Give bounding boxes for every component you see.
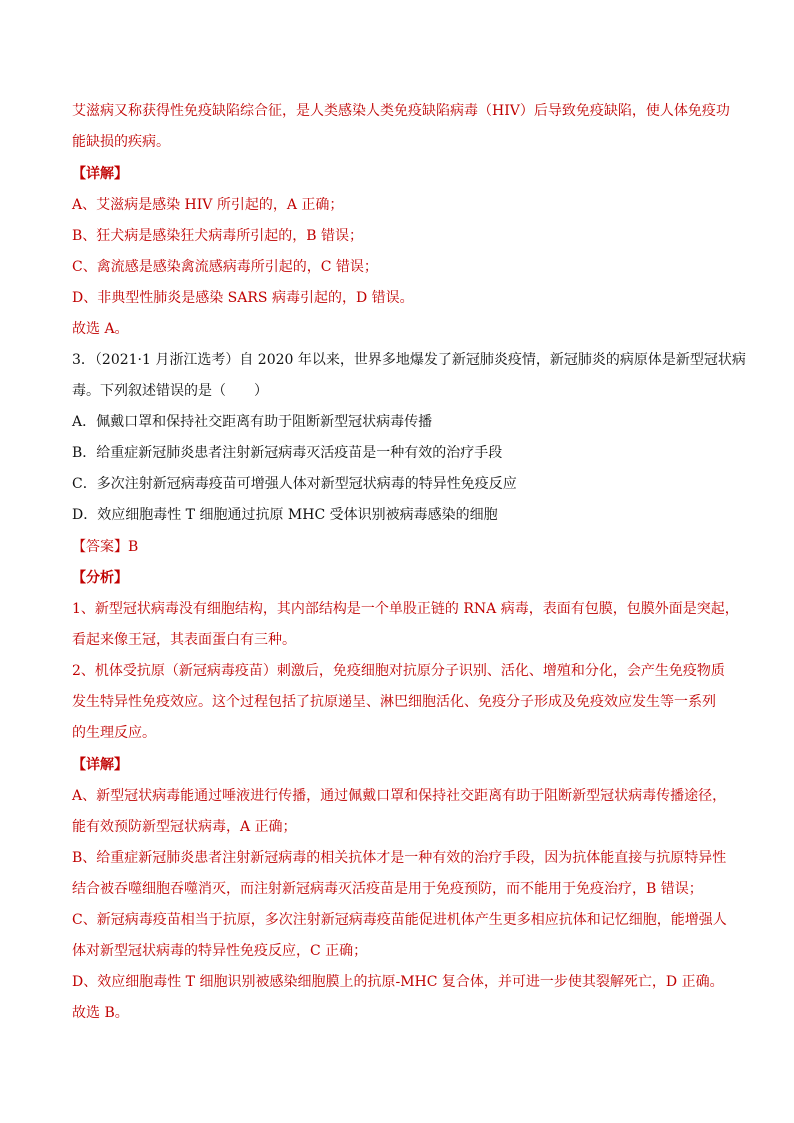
prev-detail-line-d: D、非典型性肺炎是感染 SARS 病毒引起的，D 错误。 [72,290,414,306]
answer: 【答案】B [72,539,139,555]
detail-line-4: 结合被吞噬细胞吞噬消灭，而注射新冠病毒灭活疫苗是用于免疫预防，而不能用于免疫治疗，B 错误； [72,881,703,897]
detail-heading: 【详解】 [72,757,128,773]
detail-line-7: D、效应细胞毒性 T 细胞识别被感染细胞膜上的抗原-MHC 复合体，并可进一步使其裂解死亡，D 正确。 [72,974,724,990]
prev-detail-line-c: C、禽流感是感染禽流感病毒所引起的，C 错误； [72,259,378,275]
prev-conclusion: 故选 A。 [72,321,129,337]
detail-line-3: B、给重症新冠肺炎患者注射新冠病毒的相关抗体才是一种有效的治疗手段，因为抗体能直接与抗原特异性 [72,850,727,866]
prev-detail-line-a: A、艾滋病是感染 HIV 所引起的，A 正确； [72,197,344,213]
prev-detail-heading: 【详解】 [72,166,128,182]
option-d: D．效应细胞毒性 T 细胞通过抗原 MHC 受体识别被病毒感染的细胞 [72,507,498,523]
question-stem-line-1: 3．（2021·1 月浙江选考）自 2020 年以来，世界多地爆发了新冠肺炎疫情，新冠肺炎的病原体是新型冠状病 [72,352,746,368]
prev-detail-line-b: B、狂犬病是感染狂犬病毒所引起的，B 错误； [72,228,364,244]
detail-line-2: 能有效预防新型冠状病毒，A 正确； [72,819,297,835]
option-c: C．多次注射新冠病毒疫苗可增强人体对新型冠状病毒的特异性免疫反应 [72,476,517,492]
prev-analysis-line-2: 能缺损的疾病。 [72,134,170,150]
prev-analysis-line-1: 艾滋病又称获得性免疫缺陷综合征，是人类感染人类免疫缺陷病毒（HIV）后导致免疫缺陷，使人体免疫功 [72,103,730,119]
analysis-line-4: 发生特异性免疫效应。这个过程包括了抗原递呈、淋巴细胞活化、免疫分子形成及免疫效应发生等一系列 [72,694,716,710]
detail-line-1: A、新型冠状病毒能通过唾液进行传播，通过佩戴口罩和保持社交距离有助于阻断新型冠状病毒传播途径， [72,788,727,804]
analysis-line-1: 1、新型冠状病毒没有细胞结构，其内部结构是一个单股正链的 RNA 病毒，表面有包膜，包膜外面是突起， [72,601,739,617]
detail-line-6: 体对新型冠状病毒的特异性免疫反应，C 正确； [72,943,368,959]
analysis-line-3: 2、机体受抗原（新冠病毒疫苗）刺激后，免疫细胞对抗原分子识别、活化、增殖和分化，会产生免疫物质 [72,663,725,679]
analysis-line-5: 的生理反应。 [72,725,156,741]
option-a: A．佩戴口罩和保持社交距离有助于阻断新型冠状病毒传播 [72,414,433,430]
detail-line-5: C、新冠病毒疫苗相当于抗原，多次注射新冠病毒疫苗能促进机体产生更多相应抗体和记忆细胞，能增强人 [72,912,727,928]
analysis-line-2: 看起来像王冠，其表面蛋白有三种。 [72,632,296,648]
question-stem-line-2: 毒。下列叙述错误的是（ ） [72,383,268,399]
option-b: B．给重症新冠肺炎患者注射新冠病毒灭活疫苗是一种有效的治疗手段 [72,445,503,461]
analysis-heading: 【分析】 [72,570,128,586]
conclusion: 故选 B。 [72,1005,129,1021]
